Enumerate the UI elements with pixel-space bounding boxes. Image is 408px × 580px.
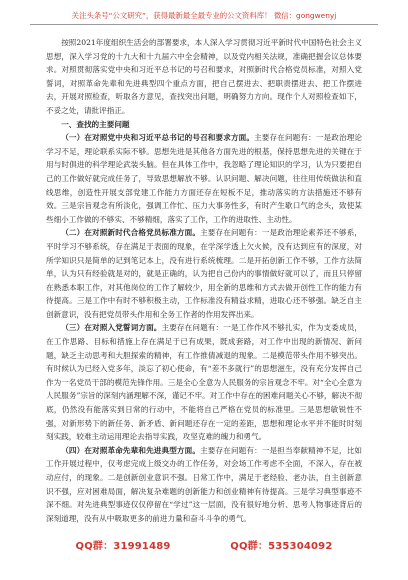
paragraph-3-body: 主要存在问题有：一是工作作风不够扎实，作为支委成员，在工作思路、目标和措施上存在满足于已有成果，既成套路，对工作中出现的新情况、新问题，缺乏主动思考和大胆探索的精神，有工作推倩减退的现象。二是模范带头作用不够突出。有时候认为已经入党多年，淡忘了初心使命，有“差不多就行”的思想滋生，没有充分发挥自己作为一名党员干部的模范先锋作用。三是全心全意为人民服务的宗旨观念不牢。对“全心全意为人民服务”宗旨的深刻内涵理解不深，谨记不牢。对工作中存在的困难问题关心不够，解决不彻底，仍然没有能落实到日常的行动中，不能将自己严格在党员的标准里。三是思想敏锐性不强，对新形势下的新任务、新矛盾、新问题还存在一定的差距，思想和理论水平并不能时时刻刻实践，较难主动运用理论去指导实践，攻坚克难的魄力和勇气。: [46, 323, 362, 442]
qq-group-1: QQ群：31991489: [75, 541, 171, 552]
paragraph-2-body: 主要存在问题有：一是政治理论素养还不够系，平时学习不够系统，存在满足于表面的现象，在学深学透上欠火候，没有达到应有的深度，对所学知识只是简单的记到笔记本上，没有进行系统梳理。二是开拓创新工作不够，工作方法简单，认为只有经验就是对的，就是正确的，认为把自己份内的事情做好就可以了，而且只停留在熟悉本职工作，对其他岗位的工作了解较少，用全新的思维和方式去做开创性工作的能力有待提高。三是工作中有时不够积极主动，工作标准没有精益求精，进取心还不够强。缺乏自主创新意识，没有把党员带头作用和全务工作者的作用发挥出来。: [46, 228, 363, 319]
page-header-notice: 关注头条号“公文研究”，获得最新最全最专业的公文资料库！ 微信：gongwenyj: [30, 10, 378, 25]
intro-paragraph: 按照2021年度组织生活会的部署要求，本人深入学习贯彻习近平新时代中国特色社会主义思想，深入学习党的十九大和十九届六中全会精神，以及党内相关法规，准确把握会议总体要求。对照贯彻落实党中央和习近平总书记的号召和要求，对照新时代合格党员标准，对照入党誓词，对照革命先辈和先进典型四个重点方面，把自己摆进去、把职责摆进去、把工作摆进去，开展对照检查，听取各方意见，查找突出问题，明确努力方向。现作个人对照检查如下，不妥之处，请批评指正。: [46, 38, 362, 115]
paragraph-2-heading: （二）在对照新时代合格党员标准方面。: [61, 228, 201, 238]
paragraph-3-heading: （三）在对照入党誓词方面。: [61, 323, 162, 333]
paragraph-1: [46, 131, 362, 226]
paragraph-4-body: 主要存在问题有：一是担当奉献精神不足，比如工作开展过程中，仅考虑完成上级交办的工作任务，对会场工作考虑不全面，不深入，存在被动应付，的现象。二是创新创业意识不强。日常工作中，满足于老经验、老办法，自主创新意识不强，应对困难局面，解决复杂难题的创新能力和创业精神有待提高。三是学习典型事迹不深不细。对先进典型事迹仅仅停留在“学过”这一层面，没有很好地分析、思考人物事迹背后的深刻道理，没有从中吸取更多的前进力量和奋斗斗争的勇气。: [46, 445, 363, 523]
paragraph-3: [46, 321, 362, 443]
qq-group-2: QQ群：535304092: [230, 541, 333, 552]
paragraph-4-heading: （四）在对照革命先辈和先进典型方面。: [61, 445, 201, 455]
section-title: 一、查找的主要问题: [61, 119, 130, 129]
document-body: [46, 36, 362, 525]
page-footer: [0, 537, 408, 552]
paragraph-2: [46, 226, 362, 321]
paragraph-1-heading: （一）在对照党中央和习近平总书记的号召和要求方面。: [61, 133, 255, 143]
paragraph-1-body: 主要存在问题有：一是政治理论学习不足，理论联系实际不够。思想先进是其他各方面先进的根基，保持思想先进的关键在于用与时俱进的科学理论武装头脑。但在具体工作中，我忽略了理论知识的学习，认为只要把自己的工作做好就完成任务了，导致思想解放不够。认识问题、解决问题，往往用传统做法和直线思维，创造性开展支部党建工作能力方面还存在短板不足，推动落实的方法措施还不够有效。三是宗旨观念有所淡化，强调工作忙、压力大事务性多，有时产生歇口气的念头，致使某些细小工作做的不够实、不够精细，落实了工作，工作的进取性、主动性。: [46, 133, 362, 224]
paragraph-4: [46, 444, 362, 526]
